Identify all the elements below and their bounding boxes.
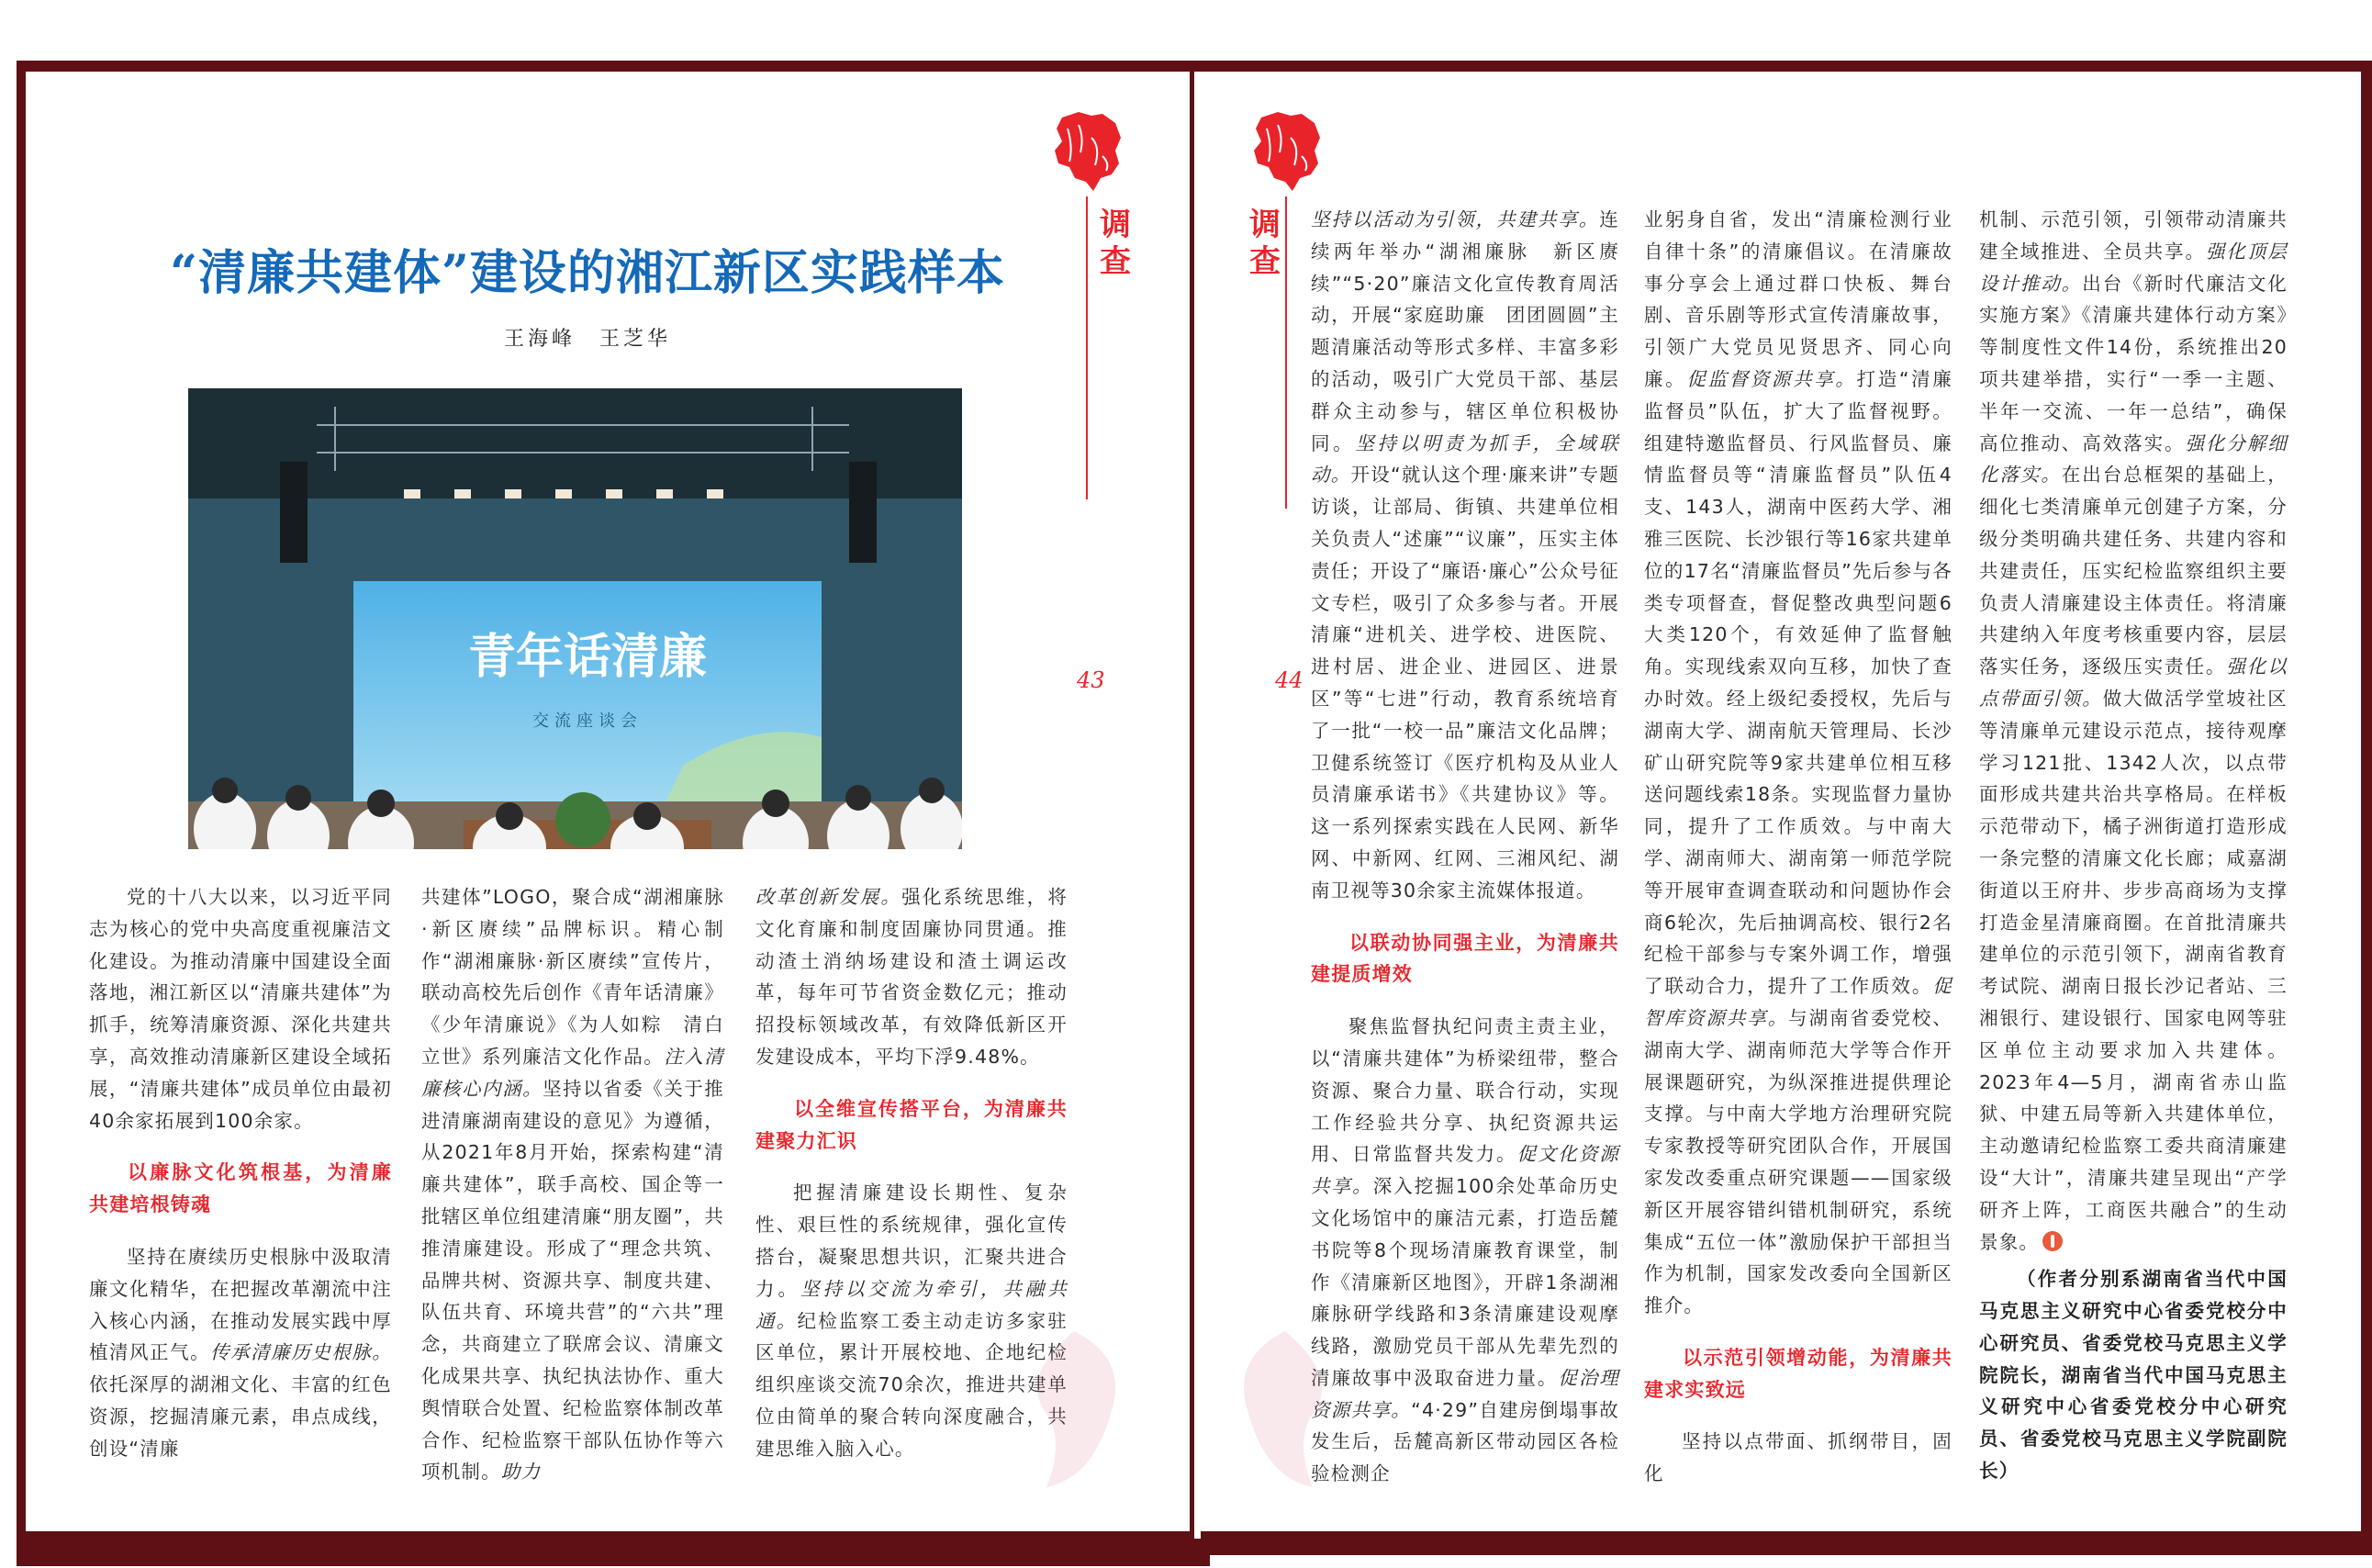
section-subheading: 以廉脉文化筑根基，为清廉共建培根铸魂 — [89, 1161, 392, 1216]
meeting-photo — [188, 388, 962, 849]
section-subheading: 以联动协同强主业，为清廉共建提质增效 — [1311, 931, 1619, 986]
right-page-bottom-band — [1201, 1531, 2372, 1555]
section-tag-survey — [1097, 207, 1134, 280]
section-tag-char: 查 — [1249, 243, 1281, 280]
paragraph: 坚持以点带面、抓纲带目，固化 — [1644, 1430, 1952, 1485]
section-rule — [1285, 196, 1287, 509]
paragraph: 改革创新发展。强化系统思维，将文化育廉和制度固廉协同贯通。推动渣土消纳场建设和渣土调运改革，每年可节省资金数亿元；推动招投标领域改革，有效降低新区开发建设成本，平均下浮9.48%。 — [755, 886, 1068, 1068]
article-headline: “清廉共建体”建设的湘江新区实践样本 — [170, 245, 1005, 301]
paragraph: 共建体”LOGO，聚合成“湖湘廉脉·新区赓续”品牌标识。精心制作“湖湘廉脉·新区赓续”宣传片，联动高校先后创作《青年话清廉》《少年清廉说》《为人如粽 清白立世》系列廉洁文化作品。注入清廉核心内涵。坚持以省委《关于推进清廉湖南建设的意见》为遵循，从2021年8月开始，探索构建“清廉共建体”，联手高校、国企等一批辖区单位组建清廉“朋友圈”，共推清廉建设。形成了“理念共筑、品牌共树、资源共享、制度共建、队伍共育、环境共营”的“六共”理念，共商建立了联席会议、清廉文化成果共享、执纪执法协作、重大舆情联合处置、纪检监察体制改革合作、纪检监察干部队伍协作等六项机制。助力 — [421, 886, 724, 1484]
paragraph: 坚持以活动为引领，共建共享。连续两年举办“湖湘廉脉 新区赓续”“5·20”廉洁文化宣传教育周活动，开展“家庭助廉 团团圆圆”主题清廉活动等形式多样、丰富多彩的活动，吸引广大党员干部、基层群众主动参与，辖区单位积极协同。坚持以明责为抓手，全域联动。开设“就认这个理·廉来讲”专题访谈，让部局、街镇、共建单位相关负责人“述廉”“议廉”，压实主体责任；开设了“廉语·廉心”公众号征文专栏，吸引了众多参与者。开展清廉“进机关、进学校、进医院、进村居、进企业、进园区、进景区”等“七进”行动，教育系统培育了一批“一校一品”廉洁文化品牌；卫健系统签订《医疗机构及从业人员清廉承诺书》《共建协议》等。这一系列探索实践在人民网、新华网、中新网、红网、三湘风纪、湖南卫视等30余家主流媒体报道。 — [1311, 208, 1619, 902]
section-rule — [1086, 196, 1088, 499]
xiangxiang-review-logo-icon — [1051, 110, 1124, 193]
right-column-2 — [1644, 204, 1952, 1490]
right-column-1 — [1311, 204, 1619, 1490]
paragraph: 机制、示范引领，引领带动清廉共建全域推进、全员共享。强化顶层设计推动。出台《新时代廉洁文化实施方案》《清廉共建体行动方案》等制度性文件14份，系统推出20项共建举措，实行“一季一主题、半年一交流、一年一总结”，确保高位推动、高效落实。强化分解细化落实。在出台总框架的基础上，细化七类清廉单元创建子方案，分级分类明确共建任务、共建内容和共建责任，压实纪检监察组织主要负责人清廉建设主体责任。将清廉共建纳入年度考核重要内容，层层落实任务，逐级压实责任。强化以点带面引领。做大做活学堂坡社区等清廉单元建设示范点，接待观摩学习121批、1342人次，以点带面形成共建共治共享格局。在样板示范带动下，橘子洲街道打造形成一条完整的清廉文化长廊；咸嘉湖街道以王府井、步步高商场为支撑打造金星清廉商圈。在首批清廉共建单位的示范引领下，湖南省教育考试院、湖南日报长沙记者站、三湘银行、建设银行、国家电网等驻区单位主动要求加入共建体。2023年4—5月，湖南省赤山监狱、中建五局等新入共建体单位，主动邀请纪检监察工委共商清廉建设“大计”，清廉共建呈现出“产学研齐上阵，工商医共融合”的生动景象。 — [1979, 208, 2288, 1253]
section-tag-survey — [1247, 207, 1283, 280]
section-subheading: 以全维宣传搭平台，为清廉共建聚力汇识 — [755, 1097, 1068, 1152]
left-column-1 — [89, 881, 392, 1465]
svg-text:交流座谈会: 交流座谈会 — [532, 711, 643, 731]
section-tag-char: 调 — [1249, 207, 1281, 243]
decorative-phoenix-watermark-icon — [1221, 1322, 1349, 1496]
paragraph: 业躬身自省，发出“清廉检测行业自律十条”的清廉倡议。在清廉故事分享会上通过群口快板、舞台剧、音乐剧等形式宣传清廉故事，引领广大党员见贤思齐、同心向廉。促监督资源共享。打造“清廉监督员”队伍，扩大了监督视野。组建特邀监督员、行风监督员、廉情监督员等“清廉监督员”队伍4支、143人，湖南中医药大学、湘雅三医院、长沙银行等16家共建单位的17名“清廉监督员”先后参与各类专项督查，督促整改典型问题6大类120个，有效延伸了监督触角。实现线索双向互移，加快了查办时效。经上级纪委授权，先后与湖南大学、湖南航天管理局、长沙矿山研究院等9家共建单位相互移送问题线索18条。实现监督力量协同，提升了工作质效。与中南大学、湖南师大、湖南第一师范学院等开展审查调查联动和问题协作会商6轮次，先后抽调高校、银行2名纪检干部参与专案外调工作，增强了联动合力，提升了工作质效。促智库资源共享。与湖南省委党校、湖南大学、湖南师范大学等合作开展课题研究，为纵深推进提供理论支撑。与中南大学地方治理研究院专家教授等研究团队合作，开展国家发改委重点研究课题——国家级新区开展容错纠错机制研究，系统集成“五位一体”激励保护干部担当作为机制，国家发改委向全国新区推介。 — [1644, 208, 1952, 1317]
left-page-bottom-band — [17, 1531, 1210, 1566]
meeting-hall-image — [188, 388, 962, 849]
byline: 王海峰 王芝华 — [503, 328, 671, 351]
page-number: 44 — [1275, 667, 1303, 693]
svg-text:青年话清廉: 青年话清廉 — [467, 629, 708, 685]
paragraph: 坚持在赓续历史根脉中汲取清廉文化精华，在把握改革潮流中注入核心内涵，在推动发展实践中厚植清风正气。传承清廉历史根脉。依托深厚的湖湘文化、丰富的红色资源，挖掘清廉元素，串点成线，创设“清廉 — [89, 1245, 392, 1460]
page-number: 43 — [1077, 667, 1105, 693]
section-tag-char: 查 — [1100, 243, 1131, 280]
paragraph: 党的十八大以来，以习近平同志为核心的党中央高度重视廉洁文化建设。为推动清廉中国建设全面落地，湘江新区以“清廉共建体”为抓手，统筹清廉资源、深化共建共享，高效推动清廉新区建设全域拓展，“清廉共建体”成员单位由最初40余家拓展到100余家。 — [89, 886, 392, 1132]
paragraph: 把握清廉建设长期性、复杂性、艰巨性的系统规律，强化宣传搭台，凝聚思想共识，汇聚共进合力。坚持以交流为牵引，共融共通。纪检监察工委主动走访多家驻区单位，累计开展校地、企地纪检组织座谈交流70余次，推进共建单位由简单的聚合转向深度融合，共建思维入脑入心。 — [755, 1182, 1068, 1460]
article-end-mark-icon — [2042, 1231, 2063, 1251]
section-tag-char: 调 — [1100, 207, 1131, 243]
decorative-phoenix-watermark-icon — [1010, 1322, 1138, 1496]
author-note: （作者分别系湖南省当代中国马克思主义研究中心省委党校分中心研究员、省委党校马克思主义学院院长，湖南省当代中国马克思主义研究中心省委党校分中心研究员、省委党校马克思主义学院副院长） — [1979, 1268, 2288, 1483]
paragraph: 聚焦监督执纪问责主责主业，以“清廉共建体”为桥梁纽带，整合资源、聚合力量、联合行动，实现工作经验共分享、执纪资源共运用、日常监督共发力。促文化资源共享。深入挖掘100余处革命历史文化场馆中的廉洁元素，打造岳麓书院等8个现场清廉教育课堂，制作《清廉新区地图》，开辟1条湖湘廉脉研学线路和3条清廉建设观摩线路，激励党员干部从先辈先烈的清廉故事中汲取奋进力量。促治理资源共享。“4·29”自建房倒塌事故发生后，岳麓高新区带动园区各检验检测企 — [1311, 1015, 1619, 1485]
right-column-3 — [1979, 204, 2288, 1487]
left-column-2 — [421, 881, 724, 1488]
xiangxiang-review-logo-icon — [1250, 110, 1324, 193]
section-subheading: 以示范引领增动能，为清廉共建求实致远 — [1644, 1346, 1952, 1401]
